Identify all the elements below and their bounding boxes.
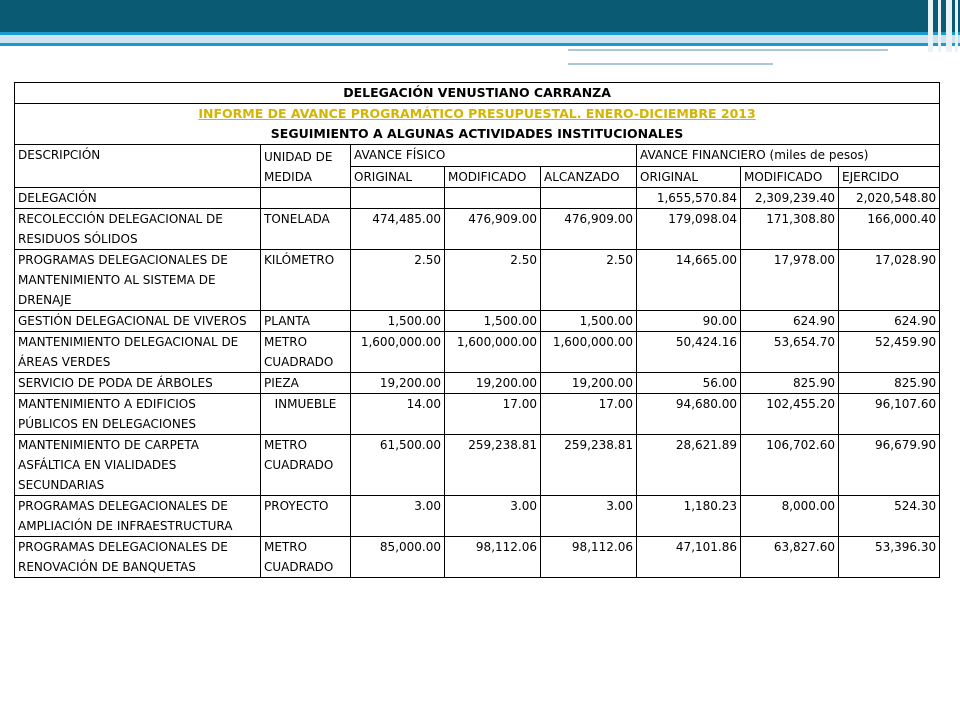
row-financiero-modificado: 63,827.60 (741, 537, 839, 578)
column-header-row (15, 145, 940, 167)
row-fisico-modificado: 1,500.00 (445, 311, 541, 332)
row-financiero-ejercido: 2,020,548.80 (839, 188, 940, 209)
row-financiero-ejercido: 624.90 (839, 311, 940, 332)
row-fisico-modificado: 17.00 (445, 394, 541, 435)
header-accent-line-lower (0, 43, 960, 46)
row-fisico-alcanzado (541, 188, 637, 209)
row-unit: METRO CUADRADO (261, 332, 351, 373)
row-financiero-original: 1,180.23 (637, 496, 741, 537)
row-fisico-alcanzado: 3.00 (541, 496, 637, 537)
row-fisico-alcanzado: 98,112.06 (541, 537, 637, 578)
row-fisico-alcanzado: 259,238.81 (541, 435, 637, 496)
row-financiero-modificado: 17,978.00 (741, 250, 839, 311)
row-fisico-original: 85,000.00 (351, 537, 445, 578)
col-header-modificado-fin: MODIFICADO (741, 166, 839, 188)
col-header-unidad: UNIDAD DE MEDIDA (261, 145, 351, 188)
col-header-original-fin: ORIGINAL (637, 166, 741, 188)
row-financiero-modificado: 106,702.60 (741, 435, 839, 496)
row-fisico-alcanzado: 1,500.00 (541, 311, 637, 332)
title-row (15, 83, 940, 104)
row-fisico-modificado: 1,600,000.00 (445, 332, 541, 373)
col-header-modificado: MODIFICADO (445, 166, 541, 188)
row-financiero-modificado: 102,455.20 (741, 394, 839, 435)
subtitle-row (15, 104, 940, 125)
decorative-vertical-bars (924, 0, 960, 52)
col-header-original: ORIGINAL (351, 166, 445, 188)
row-financiero-original: 28,621.89 (637, 435, 741, 496)
row-unit (261, 188, 351, 209)
row-fisico-original (351, 188, 445, 209)
row-financiero-modificado: 825.90 (741, 373, 839, 394)
row-fisico-modificado: 476,909.00 (445, 209, 541, 250)
row-fisico-original: 2.50 (351, 250, 445, 311)
row-fisico-original: 3.00 (351, 496, 445, 537)
row-unit: METRO CUADRADO (261, 435, 351, 496)
row-financiero-ejercido: 17,028.90 (839, 250, 940, 311)
row-financiero-modificado: 53,654.70 (741, 332, 839, 373)
row-unit: METRO CUADRADO (261, 537, 351, 578)
row-financiero-modificado: 8,000.00 (741, 496, 839, 537)
row-unit: KILÓMETRO (261, 250, 351, 311)
table-row (15, 250, 940, 311)
row-financiero-ejercido: 96,679.90 (839, 435, 940, 496)
row-financiero-ejercido: 524.30 (839, 496, 940, 537)
row-financiero-original: 90.00 (637, 311, 741, 332)
row-unit: PIEZA (261, 373, 351, 394)
row-unit: TONELADA (261, 209, 351, 250)
row-financiero-original: 179,098.04 (637, 209, 741, 250)
row-fisico-modificado: 259,238.81 (445, 435, 541, 496)
table-row (15, 394, 940, 435)
row-financiero-original: 1,655,570.84 (637, 188, 741, 209)
row-unit: PROYECTO (261, 496, 351, 537)
report-table (14, 82, 940, 578)
row-description: MANTENIMIENTO DE CARPETA ASFÁLTICA EN VIALIDADES SECUNDARIAS (15, 435, 261, 496)
table-row (15, 537, 940, 578)
decorative-line (568, 49, 888, 51)
row-fisico-modificado: 2.50 (445, 250, 541, 311)
row-financiero-modificado: 624.90 (741, 311, 839, 332)
row-unit: INMUEBLE (261, 394, 351, 435)
row-financiero-original: 56.00 (637, 373, 741, 394)
row-financiero-modificado: 2,309,239.40 (741, 188, 839, 209)
row-description: RECOLECCIÓN DELEGACIONAL DE RESIDUOS SÓLIDOS (15, 209, 261, 250)
row-financiero-modificado: 171,308.80 (741, 209, 839, 250)
table-row (15, 209, 940, 250)
table-row (15, 435, 940, 496)
col-header-ejercido: EJERCIDO (839, 166, 940, 188)
section-row (15, 124, 940, 145)
report-title: DELEGACIÓN VENUSTIANO CARRANZA (15, 83, 940, 104)
row-fisico-modificado (445, 188, 541, 209)
row-fisico-original: 474,485.00 (351, 209, 445, 250)
table-row (15, 188, 940, 209)
row-financiero-original: 50,424.16 (637, 332, 741, 373)
col-header-descripcion: DESCRIPCIÓN (15, 145, 261, 188)
row-fisico-alcanzado: 476,909.00 (541, 209, 637, 250)
row-description: GESTIÓN DELEGACIONAL DE VIVEROS (15, 311, 261, 332)
table-row (15, 332, 940, 373)
table-row (15, 373, 940, 394)
table-row (15, 311, 940, 332)
row-fisico-modificado: 19,200.00 (445, 373, 541, 394)
section-title: SEGUIMIENTO A ALGUNAS ACTIVIDADES INSTITUCIONALES (15, 124, 940, 145)
header-band (0, 0, 960, 32)
row-financiero-ejercido: 53,396.30 (839, 537, 940, 578)
row-financiero-ejercido: 825.90 (839, 373, 940, 394)
decorative-line (568, 63, 773, 65)
row-description: PROGRAMAS DELEGACIONALES DE MANTENIMIENTO AL SISTEMA DE DRENAJE (15, 250, 261, 311)
row-description: DELEGACIÓN (15, 188, 261, 209)
row-fisico-alcanzado: 17.00 (541, 394, 637, 435)
table-row (15, 496, 940, 537)
row-fisico-alcanzado: 1,600,000.00 (541, 332, 637, 373)
report-subtitle-link[interactable]: INFORME DE AVANCE PROGRAMÁTICO PRESUPUESTAL. ENERO-DICIEMBRE 2013 (15, 104, 940, 125)
header-light-band (0, 35, 960, 43)
row-financiero-original: 14,665.00 (637, 250, 741, 311)
row-financiero-original: 94,680.00 (637, 394, 741, 435)
row-fisico-original: 1,500.00 (351, 311, 445, 332)
row-description: PROGRAMAS DELEGACIONALES DE RENOVACIÓN DE BANQUETAS (15, 537, 261, 578)
report-body (15, 188, 940, 578)
row-fisico-original: 1,600,000.00 (351, 332, 445, 373)
row-description: SERVICIO DE PODA DE ÁRBOLES (15, 373, 261, 394)
row-description: PROGRAMAS DELEGACIONALES DE AMPLIACIÓN DE INFRAESTRUCTURA (15, 496, 261, 537)
row-fisico-alcanzado: 19,200.00 (541, 373, 637, 394)
col-header-avance-fisico: AVANCE FÍSICO (351, 145, 637, 167)
row-financiero-ejercido: 96,107.60 (839, 394, 940, 435)
col-header-alcanzado: ALCANZADO (541, 166, 637, 188)
row-fisico-alcanzado: 2.50 (541, 250, 637, 311)
row-financiero-ejercido: 52,459.90 (839, 332, 940, 373)
row-description: MANTENIMIENTO A EDIFICIOS PÚBLICOS EN DELEGACIONES (15, 394, 261, 435)
row-fisico-modificado: 98,112.06 (445, 537, 541, 578)
row-fisico-modificado: 3.00 (445, 496, 541, 537)
row-financiero-ejercido: 166,000.40 (839, 209, 940, 250)
row-unit: PLANTA (261, 311, 351, 332)
row-fisico-original: 61,500.00 (351, 435, 445, 496)
col-header-avance-financiero: AVANCE FINANCIERO (miles de pesos) (637, 145, 940, 167)
row-description: MANTENIMIENTO DELEGACIONAL DE ÁREAS VERDES (15, 332, 261, 373)
row-fisico-original: 19,200.00 (351, 373, 445, 394)
row-fisico-original: 14.00 (351, 394, 445, 435)
row-financiero-original: 47,101.86 (637, 537, 741, 578)
